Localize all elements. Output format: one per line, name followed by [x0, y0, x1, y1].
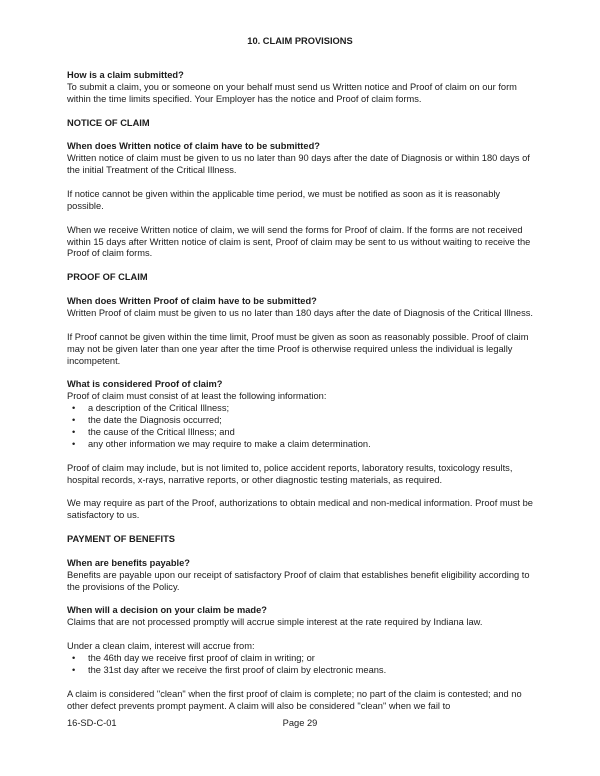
paragraph: A claim is considered "clean" when the first proof of claim is complete; no part of the claim is contested; and no other defect prevents prompt payment. A claim will also be considered "clean" when we fail to [67, 688, 522, 711]
bullet-item: • the 46th day we receive first proof of claim in writing; or [67, 653, 533, 665]
paragraph: Under a clean claim, interest will accrue from: [67, 641, 255, 652]
bullet-list [67, 403, 533, 451]
bullet-item: • the cause of the Critical Illness; and [67, 427, 533, 439]
paragraph: Claims that are not processed promptly will accrue simple interest at the rate required by Indiana law. [67, 617, 483, 628]
section-heading-payment-of-benefits: PAYMENT OF BENEFITS [67, 534, 175, 545]
page-number: Page 29 [282, 718, 318, 728]
question-heading: When does Written Proof of claim have to be submitted? [67, 296, 317, 307]
paragraph: If notice cannot be given within the applicable time period, we must be notified as soon as it is reasonably possible. [67, 188, 501, 211]
bullet-item: • the 31st day after we receive the first proof of claim by electronic means. [67, 665, 533, 677]
page-footer [67, 718, 533, 730]
section-heading-proof-of-claim: PROOF OF CLAIM [67, 272, 148, 283]
paragraph: Written notice of claim must be given to us no later than 90 days after the date of Diagnosis or within 180 days of the initial Treatment of the Critical Illness. [67, 153, 530, 176]
question-heading: How is a claim submitted? [67, 69, 184, 80]
paragraph: To submit a claim, you or someone on your behalf must send us Written notice and Proof of claim on our form within the time limits specified. Your Employer has the notice and Proof of claim forms. [67, 81, 517, 104]
section-heading-notice-of-claim: NOTICE OF CLAIM [67, 117, 150, 128]
paragraph: Written Proof of claim must be given to us no later than 180 days after the date of Diagnosis of the Critical Illness. [67, 307, 533, 318]
paragraph: Proof of claim may include, but is not limited to, police accident reports, laboratory results, toxicology results, hospital records, x-rays, narrative reports, or other diagnostic testing materials, as required. [67, 462, 513, 485]
paragraph: When we receive Written notice of claim, we will send the forms for Proof of claim. If the forms are not received within 15 days after Written notice of claim is sent, Proof of claim may be sent to us without waiting to receive the Proof of claim forms. [67, 224, 531, 259]
form-number: 16-SD-C-01 [67, 718, 117, 728]
question-heading: When does Written notice of claim have to be submitted? [67, 141, 320, 152]
question-heading: When will a decision on your claim be made? [67, 605, 267, 616]
bullet-list [67, 653, 533, 677]
question-heading: When are benefits payable? [67, 557, 190, 568]
bullet-item: • a description of the Critical Illness; [67, 403, 533, 415]
paragraph: If Proof cannot be given within the time limit, Proof must be given as soon as reasonably possible. Proof of claim may not be given later than one year after the time Proof is otherwise required unless the individual is legally incompetent. [67, 331, 529, 366]
paragraph: Benefits are payable upon our receipt of satisfactory Proof of claim that establishes benefit eligibility according to the provisions of the Policy. [67, 569, 530, 592]
paragraph: Proof of claim must consist of at least the following information: [67, 391, 327, 402]
page-title: 10. CLAIM PROVISIONS [247, 36, 353, 46]
document-body [67, 36, 533, 725]
question-heading: What is considered Proof of claim? [67, 379, 223, 390]
bullet-item: • any other information we may require to make a claim determination. [67, 439, 533, 451]
bullet-item: • the date the Diagnosis occurred; [67, 415, 533, 427]
paragraph: We may require as part of the Proof, authorizations to obtain medical and non-medical information. Proof must be satisfactory to us. [67, 498, 533, 521]
